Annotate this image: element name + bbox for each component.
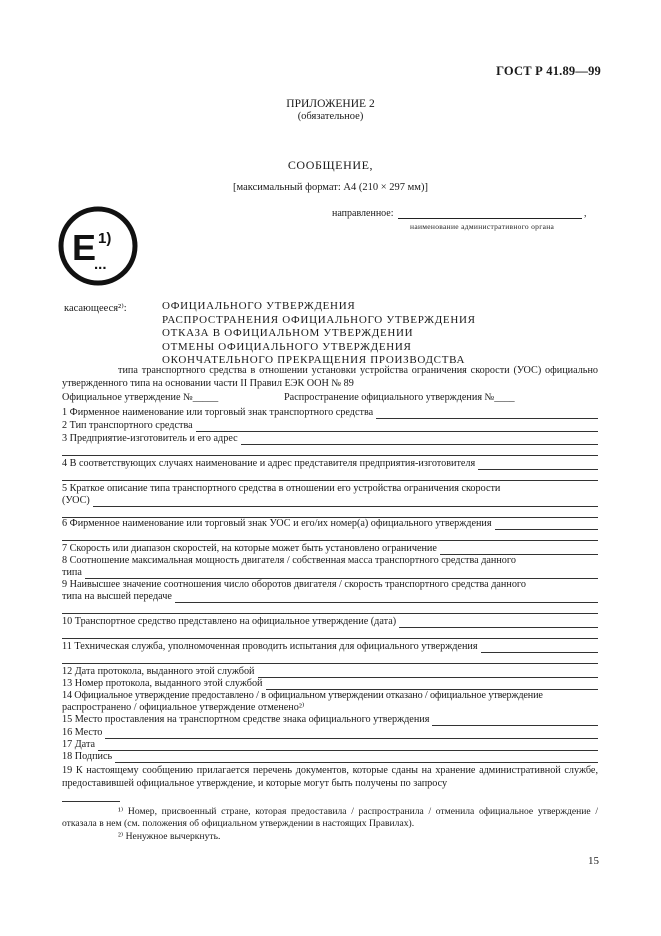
item-label: 18 Подпись bbox=[62, 751, 113, 762]
sent-to-line bbox=[398, 208, 582, 219]
item-label: распространено / официальное утверждение отменено²⁾ bbox=[62, 702, 305, 713]
item-13 bbox=[62, 678, 598, 690]
fill-line bbox=[481, 643, 598, 653]
item-14a bbox=[62, 690, 598, 702]
item-5b bbox=[62, 495, 598, 507]
page-number: 15 bbox=[588, 855, 599, 867]
item-1 bbox=[62, 407, 598, 419]
fill-line bbox=[241, 435, 598, 445]
item-9b bbox=[62, 591, 598, 603]
blank-line bbox=[62, 480, 598, 481]
fill-line bbox=[258, 668, 599, 678]
annex-status: (обязательное) bbox=[297, 111, 364, 122]
e-mark-icon bbox=[57, 205, 139, 287]
fill-line bbox=[105, 729, 598, 739]
fill-line bbox=[98, 741, 598, 751]
item-8a bbox=[62, 555, 598, 567]
fill-line bbox=[495, 520, 598, 530]
footnote-1: ¹⁾ Номер, присвоенный стране, которая предоставила / распространила / отменила официальное утверждение / отказала в нем (см. положения об официальном утверждении в настоящих Правилах). bbox=[62, 806, 598, 829]
fill-line bbox=[115, 753, 598, 763]
fill-line bbox=[85, 569, 598, 579]
concerning-options bbox=[162, 300, 476, 368]
item-label: 2 Тип транспортного средства bbox=[62, 420, 193, 431]
fill-line bbox=[478, 460, 598, 470]
concerning-option: ОТМЕНЫ ОФИЦИАЛЬНОГО УТВЕРЖДЕНИЯ bbox=[162, 340, 412, 353]
item-7 bbox=[62, 543, 598, 555]
item-17 bbox=[62, 739, 598, 751]
fill-line bbox=[266, 680, 598, 690]
blank-line bbox=[62, 663, 598, 664]
concerning-option: РАСПРОСТРАНЕНИЯ ОФИЦИАЛЬНОГО УТВЕРЖДЕНИЯ bbox=[162, 313, 476, 326]
sent-to-caption: наименование административного органа bbox=[410, 222, 555, 231]
extension-number: Распространение официального утверждения №____ bbox=[284, 392, 515, 403]
blank-line bbox=[62, 638, 598, 639]
item-label: 5 Краткое описание типа транспортного средства в отношении его устройства ограничения скорости bbox=[62, 483, 501, 494]
item-label: 7 Скорость или диапазон скоростей, на которые может быть установлено ограничение bbox=[62, 543, 437, 554]
item-label: 13 Номер протокола, выданного этой службой bbox=[62, 678, 263, 689]
item-label: 15 Место проставления на транспортном средстве знака официального утверждения bbox=[62, 714, 430, 725]
concerning-option: ОТКАЗА В ОФИЦИАЛЬНОМ УТВЕРЖДЕНИИ bbox=[162, 327, 414, 340]
footnote-rule bbox=[62, 801, 120, 802]
item-label: 12 Дата протокола, выданного этой службой bbox=[62, 666, 255, 677]
item-11 bbox=[62, 641, 598, 653]
fill-line bbox=[196, 422, 598, 432]
item-18 bbox=[62, 751, 598, 763]
item-label: 17 Дата bbox=[62, 739, 96, 750]
item-19: 19 К настоящему сообщению прилагается перечень документов, которые сданы на хранение административной службе, предоставившей официальное утверждение, и которые могут быть получены по запросу bbox=[62, 765, 598, 789]
sent-to-field bbox=[332, 208, 587, 219]
item-16 bbox=[62, 727, 598, 739]
e-mark-dots: ... bbox=[94, 256, 107, 273]
concerning-option: ОКОНЧАТЕЛЬНОГО ПРЕКРАЩЕНИЯ ПРОИЗВОДСТВА bbox=[162, 354, 466, 367]
item-label: типа bbox=[62, 567, 82, 578]
e-mark-letter: E bbox=[72, 227, 97, 268]
fill-line bbox=[440, 545, 598, 555]
item-label: 14 Официальное утверждение предоставлено / в официальном утверждении отказано / официальное утверждение bbox=[62, 690, 543, 701]
item-label: 4 В соответствующих случаях наименование и адрес представителя предприятия-изготовителя bbox=[62, 458, 476, 469]
item-label: 10 Транспортное средство представлено на официальное утверждение (дата) bbox=[62, 616, 397, 627]
item-label: 9 Наивысшее значение соотношения число оборотов двигателя / скорость транспортного средства данного bbox=[62, 579, 526, 590]
item-label: 3 Предприятие-изготовитель и его адрес bbox=[62, 433, 238, 444]
document-code: ГОСТ Р 41.89—99 bbox=[496, 64, 601, 78]
item-6 bbox=[62, 518, 598, 530]
message-title: СООБЩЕНИЕ, bbox=[287, 158, 374, 172]
sent-to-label: направленное: bbox=[332, 208, 394, 219]
fill-line bbox=[93, 497, 598, 507]
sent-to-tail: , bbox=[584, 208, 587, 219]
item-label: 8 Соотношение максимальная мощность двигателя / собственная масса транспортного средства данного bbox=[62, 555, 516, 566]
item-label: 16 Место bbox=[62, 727, 103, 738]
format-note: [максимальный формат: А4 (210 × 297 мм)] bbox=[233, 182, 428, 193]
footnote-2: ²⁾ Ненужное вычеркнуть. bbox=[118, 831, 221, 842]
item-8b bbox=[62, 567, 598, 579]
item-label: типа на высшей передаче bbox=[62, 591, 172, 602]
item-label: (УОС) bbox=[62, 495, 90, 506]
blank-line bbox=[62, 613, 598, 614]
item-5a bbox=[62, 483, 598, 495]
fill-line bbox=[432, 716, 598, 726]
item-label: 6 Фирменное наименование или торговый знак УОС и его/их номер(а) официального утверждения bbox=[62, 518, 492, 529]
annex-title: ПРИЛОЖЕНИЕ 2 bbox=[286, 98, 375, 110]
fill-line bbox=[175, 593, 598, 603]
fill-line bbox=[376, 409, 598, 419]
item-3 bbox=[62, 433, 598, 445]
concerning-option: ОФИЦИАЛЬНОГО УТВЕРЖДЕНИЯ bbox=[162, 300, 356, 312]
item-label: 11 Техническая служба, уполномоченная проводить испытания для официального утверждения bbox=[62, 641, 478, 652]
item-12 bbox=[62, 666, 598, 678]
blank-line bbox=[62, 540, 598, 541]
fill-line bbox=[399, 618, 598, 628]
item-14b bbox=[62, 702, 598, 714]
item-4 bbox=[62, 458, 598, 470]
e-mark-superscript: 1) bbox=[98, 230, 112, 247]
item-9a bbox=[62, 579, 598, 591]
concerning-label: касающееся²⁾: bbox=[64, 303, 127, 314]
item-2 bbox=[62, 420, 598, 432]
item-10 bbox=[62, 616, 598, 628]
approval-number: Официальное утверждение №_____ bbox=[62, 392, 219, 403]
item-label: 1 Фирменное наименование или торговый знак транспортного средства bbox=[62, 407, 374, 418]
intro-paragraph: типа транспортного средства в отношении установки устройства ограничения скорости (УОС) официально утвержденного типа на основании части II Правил ЕЭК ООН № 89 bbox=[62, 365, 598, 389]
item-15 bbox=[62, 714, 598, 726]
blank-line bbox=[62, 455, 598, 456]
